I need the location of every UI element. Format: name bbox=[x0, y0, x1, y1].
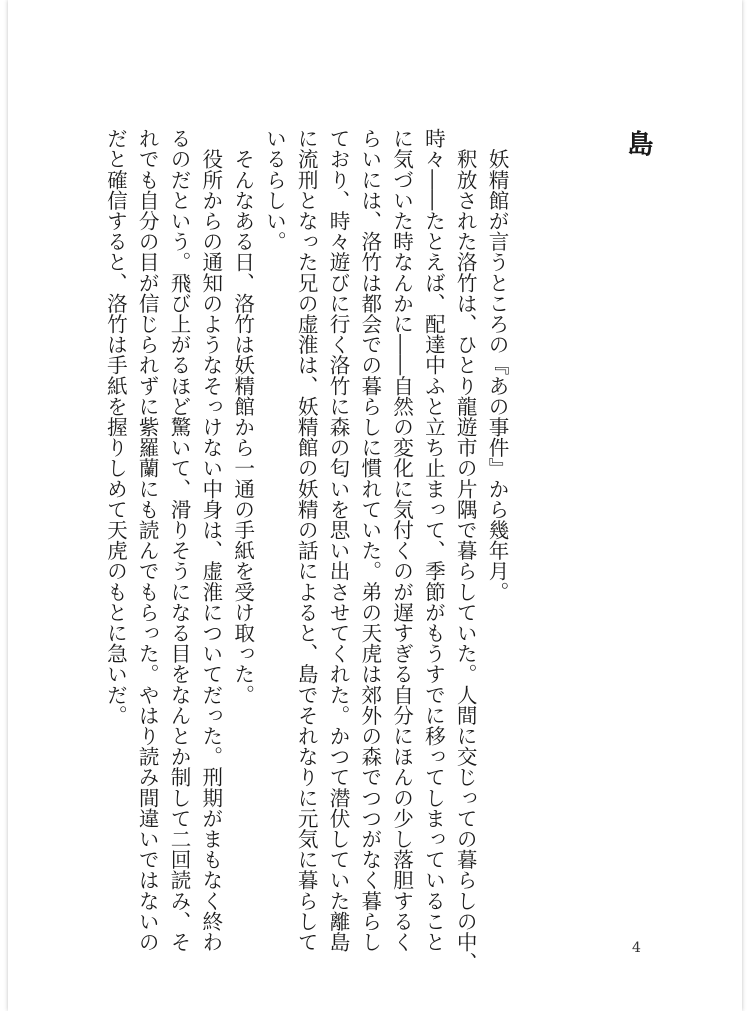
text-line: に気づいた時なんかに――自然の変化に気付くのが遅すぎる自分にほんの少し落胆するく bbox=[389, 128, 414, 952]
text-line: れでも自分の目が信じられずに紫羅蘭にも読んでもらった。やはり読み間違いではないの bbox=[135, 128, 160, 952]
text-line: 妖精館が言うところの『あの事件』から幾年月。 bbox=[485, 128, 509, 602]
text-line: だと確信すると、洛竹は手紙を握りしめて天虎のもとに急いだ。 bbox=[103, 128, 128, 726]
page-number: 4 bbox=[632, 940, 641, 956]
text-line: そんなある日、洛竹は妖精館から一通の手紙を受け取った。 bbox=[230, 128, 255, 705]
text-line: 釈放された洛竹は、ひとり龍遊市の片隅で暮らしていた。人間に交じっての暮らしの中、 bbox=[453, 128, 478, 973]
text-line: 時々――たとえば、配達中ふと立ち止まって、季節がもうすでに移ってしまっていること bbox=[421, 128, 446, 952]
body-text bbox=[99, 128, 512, 973]
chapter-title: 島 bbox=[623, 130, 653, 156]
text-line: らいには、洛竹は都会での暮らしに慣れていた。弟の天虎は郊外の森でつつがなく暮らし bbox=[357, 128, 382, 952]
text-line: 役所からの通知のようなそっけない中身は、虚淮についてだった。刑期がまもなく終わ bbox=[198, 128, 223, 952]
text-line: るのだという。飛び上がるほど驚いて、滑りそうになる目をなんとか制して二回読み、そ bbox=[167, 128, 192, 952]
text-line: に流刑となった兄の虚淮は、妖精館の妖精の話によると、島でそれなりに元気に暮らして bbox=[294, 128, 319, 952]
text-line: いるらしい。 bbox=[262, 128, 287, 252]
text-line: ており、時々遊びに行く洛竹に森の匂いを思い出させてくれた。かつて潜伏していた離島 bbox=[326, 128, 351, 952]
